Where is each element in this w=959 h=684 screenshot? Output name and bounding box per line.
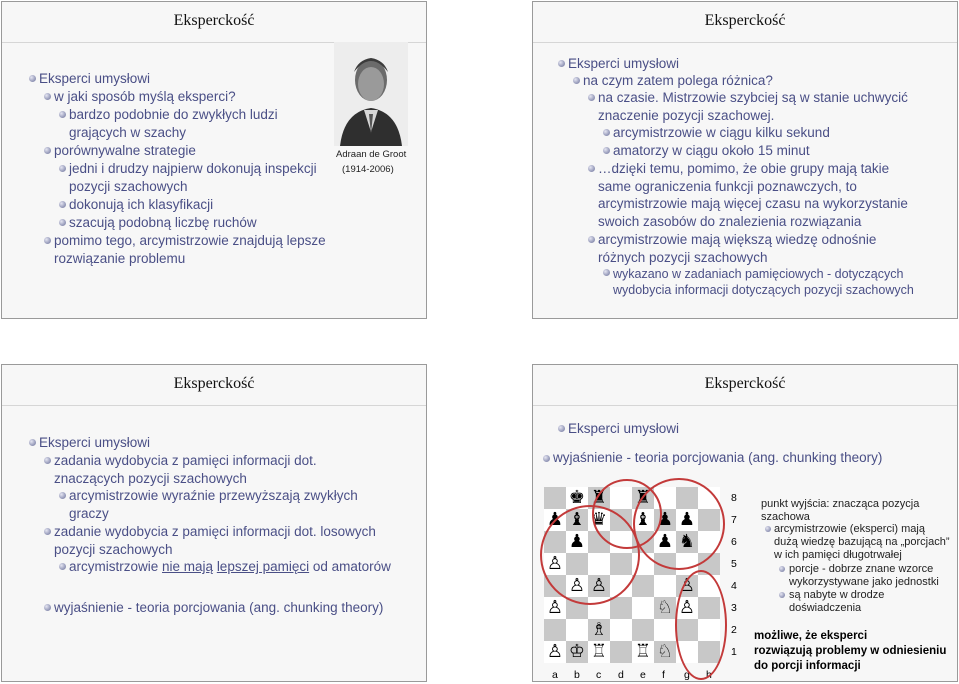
bullet-icon xyxy=(44,528,51,535)
underlined-text: lepszej pamięci xyxy=(216,559,310,574)
board-square-d3 xyxy=(610,597,632,619)
slide3-line-4: arcymistrzowie wyraźnie przewyższają zwykłych xyxy=(69,488,358,503)
bullet-icon xyxy=(588,94,595,101)
file-label: d xyxy=(618,669,624,681)
text-span: arcymistrzowie xyxy=(69,559,163,574)
bullet-icon xyxy=(59,111,66,118)
note-line-4: dużą wiedzę bazującą na „porcjach” xyxy=(774,536,950,548)
slide1-line-6: jedni i drudzy najpierw dokonują inspekcji xyxy=(69,161,317,176)
slide1-line-11: rozwiązanie problemu xyxy=(54,251,186,266)
slide2-line-7: …dzięki temu, pomimo, że obie grupy mają takie xyxy=(598,161,890,176)
file-label: f xyxy=(662,669,665,681)
file-label: g xyxy=(684,669,690,681)
board-square-d2 xyxy=(610,619,632,641)
chess-piece-icon: ♟ xyxy=(656,509,674,530)
bullet-icon xyxy=(59,165,66,172)
bullet-icon xyxy=(588,165,595,172)
slide2-line-3: na czasie. Mistrzowie szybciej są w stanie uchwycić xyxy=(598,90,908,105)
highlight-circle xyxy=(540,505,640,605)
chess-piece-icon: ♟ xyxy=(678,509,696,530)
chess-piece-icon: ♟ xyxy=(568,531,586,552)
photo-caption: Adraan de Groot xyxy=(336,149,407,160)
bullet-icon xyxy=(44,93,51,100)
slide-title: Eksperckość xyxy=(173,12,255,29)
conclusion-line-2: rozwiązują problemy w odniesieniu xyxy=(754,645,947,657)
slide2-line-9: arcymistrzowie mają więcej czasu na wykorzystanie xyxy=(598,196,908,211)
note-line-5: w ich pamięci długotrwałej xyxy=(774,549,902,561)
board-square-a2 xyxy=(544,619,566,641)
slide-2 xyxy=(532,1,958,319)
slide2-line-5: arcymistrzowie w ciągu kilku sekund xyxy=(613,125,830,140)
chess-piece-icon: ♙ xyxy=(678,575,696,596)
bullet-icon xyxy=(558,60,565,67)
slide-title: Eksperckość xyxy=(704,375,786,392)
bullet-icon xyxy=(44,604,51,611)
chess-piece-icon: ♞ xyxy=(678,531,696,552)
slide-title: Eksperckość xyxy=(704,12,786,29)
chess-piece-icon: ♝ xyxy=(568,509,586,530)
highlight-circle xyxy=(675,570,727,680)
file-label: a xyxy=(552,669,558,681)
chess-piece-icon: ♘ xyxy=(656,597,674,618)
title-divider xyxy=(2,405,426,406)
board-square-e2 xyxy=(632,619,654,641)
bullet-icon xyxy=(29,75,36,82)
board-square-e3 xyxy=(632,597,654,619)
slide3-line-7: pozycji szachowych xyxy=(54,542,173,557)
slide3-line-8 xyxy=(69,558,391,575)
title-divider xyxy=(533,405,957,406)
rank-label: 1 xyxy=(731,646,737,658)
slide1-line-7: pozycji szachowych xyxy=(69,179,188,194)
portrait-photo xyxy=(334,42,408,146)
chess-piece-icon: ♟ xyxy=(546,509,564,530)
chess-piece-icon: ♛ xyxy=(590,509,608,530)
slide2-line-4: znaczenie pozycji szachowej. xyxy=(598,108,775,123)
bullet-icon xyxy=(603,147,610,154)
board-square-f2 xyxy=(654,619,676,641)
board-square-a8 xyxy=(544,487,566,509)
bullet-icon xyxy=(59,201,66,208)
slide2-line-14: wydobycia informacji dotyczących pozycji szachowych xyxy=(613,283,914,297)
chess-piece-icon: ♘ xyxy=(656,641,674,662)
slide2-line-1: Eksperci umysłowi xyxy=(568,56,680,71)
chess-piece-icon: ♙ xyxy=(678,597,696,618)
rank-label: 5 xyxy=(731,558,737,570)
slide-3 xyxy=(1,364,427,682)
bullet-icon xyxy=(765,526,771,532)
rank-label: 6 xyxy=(731,536,737,548)
bullet-icon xyxy=(558,425,565,432)
bullet-icon xyxy=(44,457,51,464)
note-line-3: arcymistrzowie (eksperci) mają xyxy=(774,523,925,535)
chess-piece-icon: ♖ xyxy=(590,641,608,662)
conclusion-line-1: możliwe, że eksperci xyxy=(754,630,868,642)
chess-piece-icon: ♝ xyxy=(634,509,652,530)
chess-piece-icon: ♙ xyxy=(590,575,608,596)
slide3-line-5: graczy xyxy=(69,506,109,521)
rank-label: 4 xyxy=(731,580,737,592)
bullet-icon xyxy=(543,455,550,462)
chess-piece-icon: ♜ xyxy=(590,487,608,508)
slide1-line-9: szacują podobną liczbę ruchów xyxy=(69,215,257,230)
bullet-icon xyxy=(59,563,66,570)
bullet-icon xyxy=(779,566,785,572)
slide-1 xyxy=(1,1,427,319)
slide3-line-1: Eksperci umysłowi xyxy=(39,435,151,450)
chess-piece-icon: ♚ xyxy=(568,487,586,508)
bullet-icon xyxy=(44,237,51,244)
slide3-line-6: zadanie wydobycia z pamięci informacji dot. losowych xyxy=(54,524,376,539)
chess-piece-icon: ♟ xyxy=(656,531,674,552)
rank-label: 3 xyxy=(731,602,737,614)
slide1-line-1: Eksperci umysłowi xyxy=(39,71,151,86)
slide2-line-12: różnych pozycji szachowych xyxy=(598,250,768,265)
title-divider xyxy=(533,42,957,43)
chess-piece-icon: ♔ xyxy=(568,641,586,662)
slide1-line-8: dokonują ich klasyfikacji xyxy=(69,197,214,212)
slide-title: Eksperckość xyxy=(173,375,255,392)
file-label: e xyxy=(640,669,646,681)
chess-piece-icon: ♖ xyxy=(634,641,652,662)
note-line-1: punkt wyjścia: znacząca pozycja xyxy=(761,498,920,510)
conclusion-line-3: do porcji informacji xyxy=(754,660,861,672)
bullet-icon xyxy=(573,77,580,84)
note-line-7: wykorzystywane jako jednostki xyxy=(789,576,939,588)
slide3-line-2: zadania wydobycia z pamięci informacji dot. xyxy=(54,453,317,468)
rank-label: 7 xyxy=(731,514,737,526)
bullet-icon xyxy=(29,439,36,446)
chess-piece-icon: ♜ xyxy=(634,487,652,508)
note-line-2: szachowa xyxy=(761,511,810,523)
bullet-icon xyxy=(59,492,66,499)
note-line-8: są nabyte w drodze xyxy=(789,589,885,601)
slide2-line-13: wykazano w zadaniach pamięciowych - dotyczących xyxy=(613,267,904,281)
bullet-icon xyxy=(588,236,595,243)
board-square-f4 xyxy=(654,575,676,597)
bullet-icon xyxy=(779,592,785,598)
slide1-line-5: porównywalne strategie xyxy=(54,143,196,158)
board-square-d1 xyxy=(610,641,632,663)
bullet-icon xyxy=(603,269,610,276)
highlight-circle xyxy=(633,478,725,570)
bullet-icon xyxy=(59,219,66,226)
board-square-b2 xyxy=(566,619,588,641)
chess-piece-icon: ♗ xyxy=(590,619,608,640)
photo-years: (1914-2006) xyxy=(342,164,394,175)
chess-piece-icon: ♙ xyxy=(546,641,564,662)
slide2-line-2: na czym zatem polega różnica? xyxy=(583,73,773,88)
slide2-line-8: same ograniczenia funkcji poznawczych, to xyxy=(598,179,857,194)
file-label: b xyxy=(574,669,580,681)
slide1-line-10: pomimo tego, arcymistrzowie znajdują lepsze xyxy=(54,233,326,248)
slide1-line-3: bardzo podobnie do zwykłych ludzi xyxy=(69,107,278,122)
slide3-line-3: znaczących pozycji szachowych xyxy=(54,471,247,486)
underlined-text: nie mają xyxy=(162,559,214,574)
bullet-icon xyxy=(603,129,610,136)
slide4-line-1: Eksperci umysłowi xyxy=(568,421,680,436)
rank-label: 8 xyxy=(731,492,737,504)
file-label: c xyxy=(596,669,602,681)
note-line-9: doświadczenia xyxy=(789,602,862,614)
note-line-6: porcje - dobrze znane wzorce xyxy=(789,563,934,575)
slide4-line-2: wyjaśnienie - teoria porcjowania (ang. chunking theory) xyxy=(553,450,883,465)
rank-label: 2 xyxy=(731,624,737,636)
slide1-line-4: grających w szachy xyxy=(69,125,187,140)
file-label: h xyxy=(706,669,712,681)
slide2-line-10: swoich zasobów do znalezienia rozwiązania xyxy=(598,214,862,229)
bullet-icon xyxy=(44,147,51,154)
slide2-line-6: amatorzy w ciągu około 15 minut xyxy=(613,143,810,158)
slide3-line-9: wyjaśnienie - teoria porcjowania (ang. chunking theory) xyxy=(54,600,384,615)
text-span: od amatorów xyxy=(309,559,391,574)
chess-piece-icon: ♙ xyxy=(546,553,564,574)
slide1-line-2: w jaki sposób myślą eksperci? xyxy=(54,89,236,104)
chess-piece-icon: ♙ xyxy=(546,597,564,618)
chess-piece-icon: ♙ xyxy=(568,575,586,596)
board-square-e4 xyxy=(632,575,654,597)
slide2-line-11: arcymistrzowie mają większą wiedzę odnośnie xyxy=(598,232,877,247)
